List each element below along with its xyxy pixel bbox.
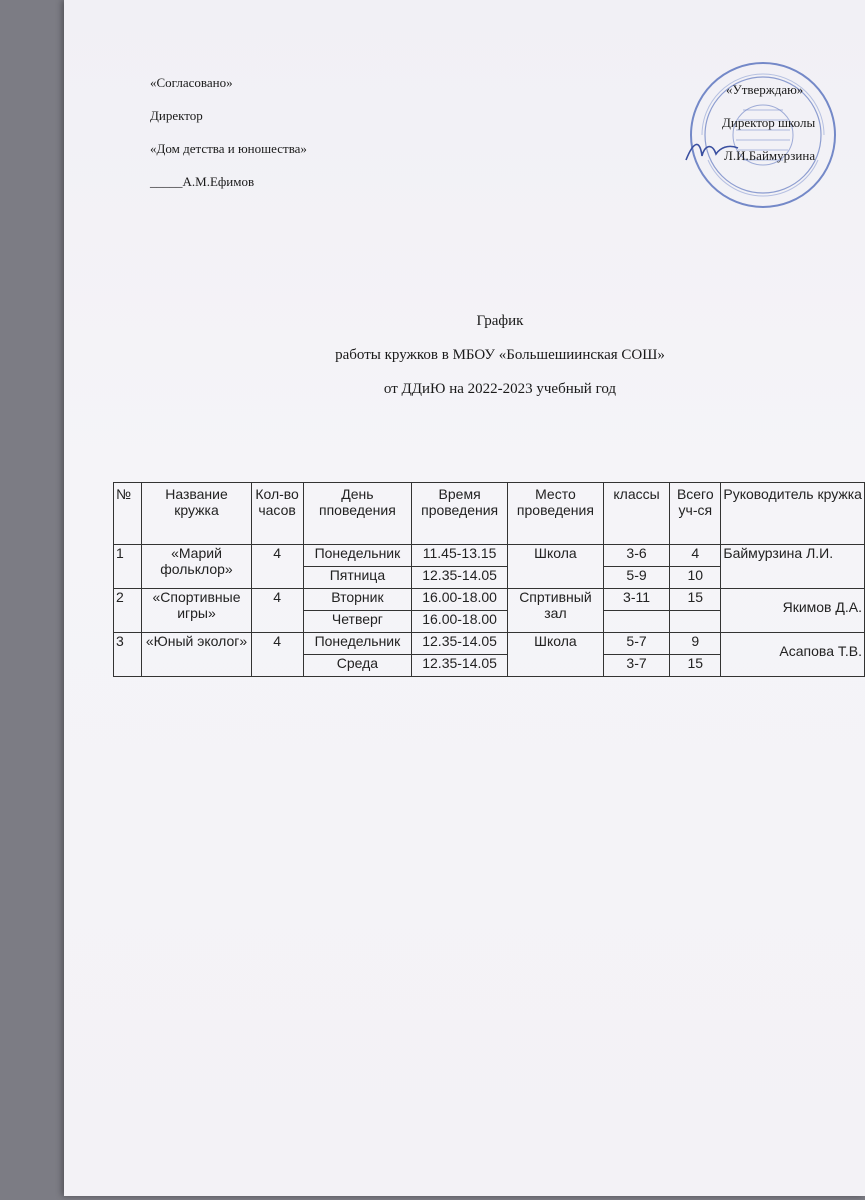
row-hours: 4	[251, 633, 303, 677]
schedule-table	[113, 482, 865, 677]
row-day: Среда	[303, 655, 412, 677]
row-grades	[603, 611, 669, 633]
header-place: Место проведения	[508, 483, 604, 545]
row-hours: 4	[251, 589, 303, 633]
header-grades: классы	[603, 483, 669, 545]
row-day: Четверг	[303, 611, 412, 633]
row-leader: Баймурзина Л.И.	[721, 545, 865, 589]
row-number: 3	[114, 633, 142, 677]
approval-left-signature: _____А.М.Ефимов	[150, 174, 255, 189]
row-time: 11.45-13.15	[412, 545, 508, 567]
row-total: 15	[670, 589, 721, 611]
row-grades: 3-7	[603, 655, 669, 677]
approval-left-organization: «Дом детства и юношества»	[150, 141, 307, 156]
header-club-name: Название кружка	[142, 483, 251, 545]
document-period: от ДДиЮ на 2022-2023 учебный год	[383, 381, 617, 397]
table-row	[114, 589, 865, 611]
header-hours: Кол-во часов	[251, 483, 303, 545]
row-grades: 3-11	[603, 589, 669, 611]
row-total: 15	[670, 655, 721, 677]
row-club-name: «Юный эколог»	[142, 633, 251, 677]
row-day: Вторник	[303, 589, 412, 611]
row-time: 12.35-14.05	[412, 633, 508, 655]
row-time: 12.35-14.05	[412, 567, 508, 589]
table-row	[114, 633, 865, 655]
row-place: Школа	[508, 633, 604, 677]
row-time: 12.35-14.05	[412, 655, 508, 677]
row-grades: 5-7	[603, 633, 669, 655]
header-leader: Руководитель кружка	[721, 483, 865, 545]
row-hours: 4	[251, 545, 303, 589]
row-number: 2	[114, 589, 142, 633]
header-number: №	[114, 483, 142, 545]
approval-right-approve: «Утверждаю»	[726, 82, 804, 97]
approval-left-position: Директор	[150, 108, 203, 123]
document-subtitle: работы кружков в МБОУ «Большешиинская СОШ»	[335, 347, 665, 363]
approval-left-agreed: «Согласовано»	[150, 75, 233, 90]
row-time: 16.00-18.00	[412, 589, 508, 611]
header-time: Время проведения	[412, 483, 508, 545]
row-total: 9	[670, 633, 721, 655]
header-day: День пповедения	[303, 483, 412, 545]
row-leader: Якимов Д.А.	[721, 589, 865, 633]
row-day: Пятница	[303, 567, 412, 589]
row-place: Спртивный зал	[508, 589, 604, 633]
row-total: 4	[670, 545, 721, 567]
row-place: Школа	[508, 545, 604, 589]
document-title: График	[476, 313, 524, 329]
row-club-name: «Спортивные игры»	[142, 589, 251, 633]
header-total: Всего уч-ся	[670, 483, 721, 545]
row-day: Понедельник	[303, 633, 412, 655]
table-row	[114, 545, 865, 567]
row-leader: Асапова Т.В.	[721, 633, 865, 677]
row-day: Понедельник	[303, 545, 412, 567]
row-time: 16.00-18.00	[412, 611, 508, 633]
approval-right-position: Директор школы	[722, 115, 816, 130]
row-number: 1	[114, 545, 142, 589]
row-total	[670, 611, 721, 633]
row-club-name: «Марий фольклор»	[142, 545, 251, 589]
row-grades: 5-9	[603, 567, 669, 589]
table-header-row	[114, 483, 865, 545]
row-total: 10	[670, 567, 721, 589]
row-grades: 3-6	[603, 545, 669, 567]
approval-right-signature: Л.И.Баймурзина	[724, 148, 816, 163]
